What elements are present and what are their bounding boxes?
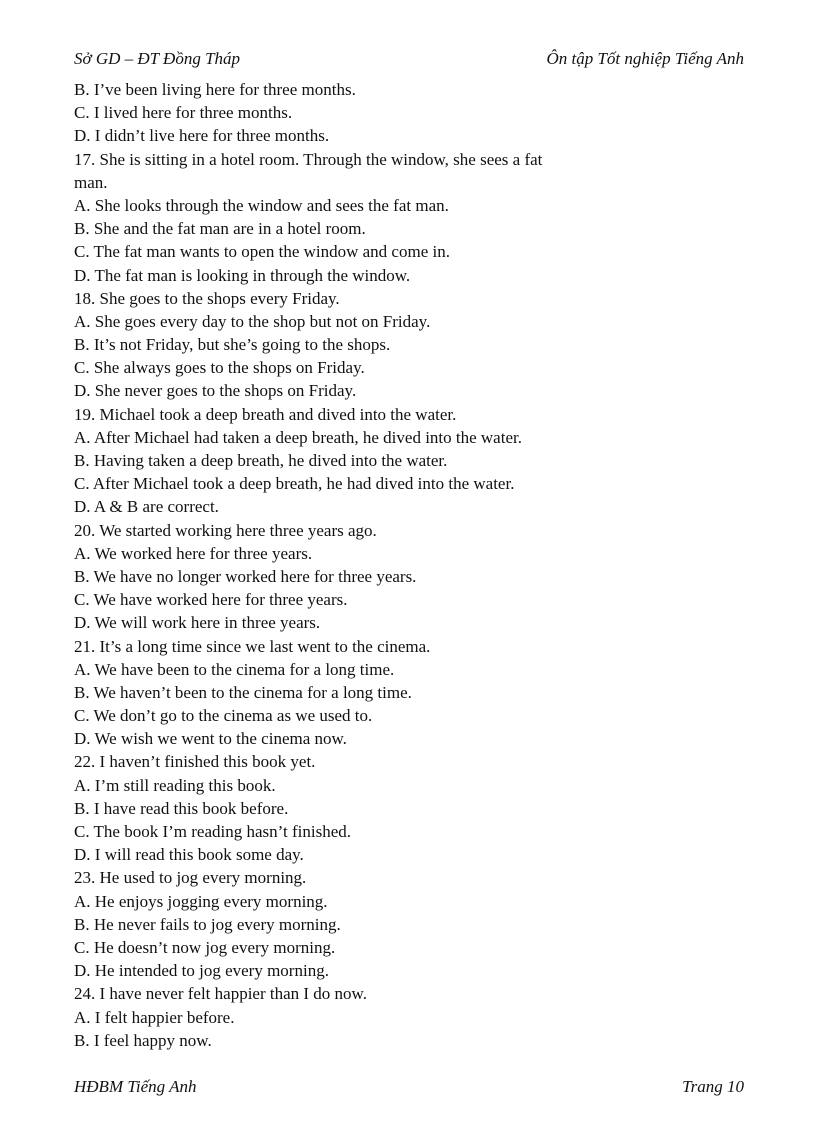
text-line: D. We wish we went to the cinema now. bbox=[74, 729, 347, 749]
header-department: Sở GD – ĐT Đồng Tháp bbox=[74, 49, 241, 68]
text-line: A. I’m still reading this book. bbox=[74, 775, 276, 795]
text-line: B. We haven’t been to the cinema for a long time. bbox=[74, 682, 412, 702]
text-line: B. She and the fat man are in a hotel room. bbox=[74, 219, 366, 239]
text-line: C. I lived here for three months. bbox=[74, 103, 293, 123]
text-line: C. We don’t go to the cinema as we used to. bbox=[74, 706, 373, 726]
text-line: A. We have been to the cinema for a long time. bbox=[74, 659, 395, 679]
text-line: C. He doesn’t now jog every morning. bbox=[74, 937, 336, 957]
question-line: 24. I have never felt happier than I do now. bbox=[74, 984, 367, 1004]
text-line: A. She looks through the window and sees the fat man. bbox=[74, 195, 449, 215]
question-line: 19. Michael took a deep breath and dived into the water. bbox=[74, 404, 457, 424]
text-line: B. We have no longer worked here for three years. bbox=[74, 566, 417, 586]
question-line: 17. She is sitting in a hotel room. Through the window, she sees a fat bbox=[74, 149, 543, 169]
text-line: B. I feel happy now. bbox=[74, 1030, 212, 1050]
text-line: C. She always goes to the shops on Friday. bbox=[74, 358, 365, 378]
text-line: B. I have read this book before. bbox=[74, 798, 289, 818]
header-title: Ôn tập Tốt nghiệp Tiếng Anh bbox=[546, 49, 744, 68]
text-line: A. I felt happier before. bbox=[74, 1007, 235, 1027]
text-line: A. He enjoys jogging every morning. bbox=[74, 891, 328, 911]
text-line: A. She goes every day to the shop but not on Friday. bbox=[74, 311, 431, 331]
text-line: D. He intended to jog every morning. bbox=[74, 961, 329, 981]
text-line: B. He never fails to jog every morning. bbox=[74, 914, 341, 934]
question-line: 22. I haven’t finished this book yet. bbox=[74, 752, 316, 772]
text-line: D. I didn’t live here for three months. bbox=[74, 126, 330, 146]
text-line: C. The book I’m reading hasn’t finished. bbox=[74, 822, 351, 841]
text-line: A. After Michael had taken a deep breath, he dived into the water. bbox=[74, 427, 522, 447]
question-line-continued: man. bbox=[74, 172, 108, 192]
question-line: 21. It’s a long time since we last went to the cinema. bbox=[74, 636, 431, 656]
text-line: D. She never goes to the shops on Friday. bbox=[74, 381, 357, 401]
text-line: D. We will work here in three years. bbox=[74, 613, 321, 633]
text-line: D. I will read this book some day. bbox=[74, 845, 304, 865]
text-line: D. The fat man is looking in through the window. bbox=[74, 265, 411, 285]
footer-department: HĐBM Tiếng Anh bbox=[74, 1077, 197, 1096]
text-line: B. Having taken a deep breath, he dived into the water. bbox=[74, 451, 448, 470]
text-line: C. The fat man wants to open the window and come in. bbox=[74, 242, 450, 262]
text-line: C. After Michael took a deep breath, he had dived into the water. bbox=[74, 474, 515, 494]
document-body bbox=[74, 78, 734, 1052]
text-line: A. We worked here for three years. bbox=[74, 543, 313, 563]
question-line: 18. She goes to the shops every Friday. bbox=[74, 288, 340, 308]
question-line: 20. We started working here three years ago. bbox=[74, 520, 377, 540]
text-line: B. It’s not Friday, but she’s going to the shops. bbox=[74, 335, 391, 355]
text-line: D. A & B are correct. bbox=[74, 497, 219, 517]
question-line: 23. He used to jog every morning. bbox=[74, 868, 307, 888]
page-header bbox=[74, 49, 744, 73]
text-line: C. We have worked here for three years. bbox=[74, 590, 348, 610]
text-line: B. I’ve been living here for three months. bbox=[74, 80, 356, 99]
page-number: Trang 10 bbox=[682, 1077, 744, 1096]
page-footer bbox=[74, 1077, 744, 1101]
